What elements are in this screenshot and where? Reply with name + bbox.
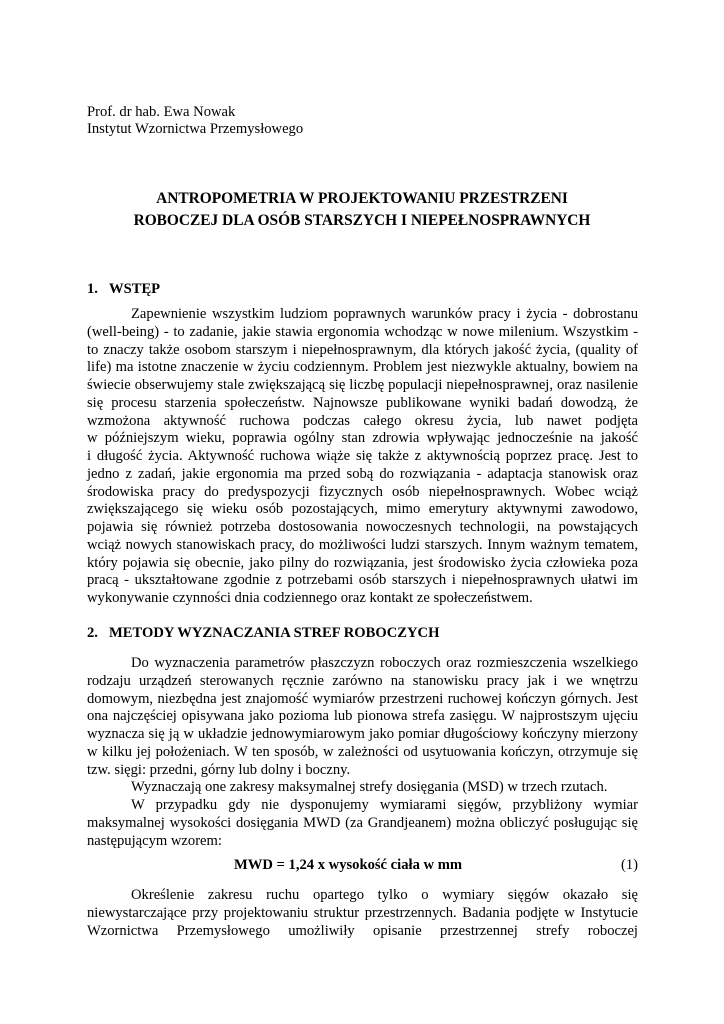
- section-2-paragraph-1: [87, 655, 638, 850]
- text-line: świecie obserwujemy stale zwiększającą się liczbę populacji niepełnosprawnej, oraz nasilenie: [87, 377, 638, 393]
- text-line: wzmożona aktywność ruchowa podczas całego okresu życia, lub nawet podjęta: [87, 412, 638, 429]
- text-line: jedno z zadań, jakie ergonomia ma przed sobą do rozwiązania - adaptacja stanowisk oraz: [87, 465, 638, 482]
- text-line: to znaczy także osobom starszym i niepełnosprawnym, dla których jakość życia, (quality of: [87, 341, 638, 358]
- text-line: maksymalnej wysokości dosięgania MWD (za Grandjeanem) można obliczyć posługując się: [87, 814, 638, 831]
- section-2-heading: [87, 625, 439, 642]
- section-1-title: WSTĘP: [109, 281, 161, 297]
- text-line: Wzornictwa Przemysłowego umożliwiły opisanie przestrzennej strefy roboczej: [87, 922, 638, 939]
- text-line: następującym wzorem:: [87, 832, 222, 849]
- formula-expression: MWD = 1,24 x wysokość ciała w mm: [234, 857, 463, 873]
- section-1-heading: [87, 281, 160, 298]
- equation-number: (1): [620, 857, 638, 873]
- section-2-number: 2.: [87, 625, 98, 641]
- section-1-number: 1.: [87, 281, 98, 297]
- paper-title-line-2: ROBOCZEJ DLA OSÓB STARSZYCH I NIEPEŁNOSPRAWNYCH: [133, 212, 591, 229]
- paper-title-line-1: ANTROPOMETRIA W PROJEKTOWANIU PRZESTRZENI: [156, 190, 568, 207]
- text-line: W przypadku gdy nie dysponujemy wymiarami sięgów, przybliżony wymiar: [131, 797, 638, 813]
- text-line: się procesu starzenia społeczeństw. Najnowsze publikowane wyniki badań dowodzą, że: [87, 394, 638, 411]
- text-line: life) ma istotne znaczenie w życiu codziennym. Problem jest niezwykle aktualny, bowiem na: [87, 359, 638, 376]
- text-line: pojawia się również potrzeba dostosowania nowoczesnych technologii, na powstających: [87, 519, 638, 535]
- text-line: niewystarczające przy projektowaniu struktur przestrzennych. Badania podjęte w Instytucie: [87, 904, 638, 921]
- text-line: środowiska pracy do predyspozycji fizycznych osób niepełnosprawnych. Wobec wciąż: [87, 483, 638, 500]
- text-line: pracą - ukształtowane zgodnie z potrzebami osób starszych i niepełnosprawnych ułatwi im: [87, 572, 638, 589]
- text-line: (well-being) - to zadanie, jakie stawia ergonomia wchodząc w nowe milenium. Wszystkim -: [87, 323, 638, 340]
- text-line: i długość życia. Aktywność ruchowa wiąże się także z aktywnością poprzez pracę. Jest to: [87, 448, 638, 464]
- section-2-title: METODY WYZNACZANIA STREF ROBOCZYCH: [109, 625, 440, 641]
- text-line: ona najczęściej opisywana jako pozioma lub pionowa strefa zasięgu. W najprostszym ujęciu: [87, 708, 638, 725]
- paper-title: [87, 188, 637, 232]
- section-2-paragraph-4: [87, 887, 638, 940]
- text-line: w późniejszym wieku, poprawia ogólny stan zdrowia wpływając jednocześnie na jakość: [87, 430, 638, 447]
- text-line: wciąż nowych stanowiskach pracy, do możliwości ludzi starszych. Innym ważnym tematem,: [87, 536, 638, 553]
- text-line: Do wyznaczenia parametrów płaszczyzn roboczych oraz rozmieszczenia wszelkiego: [131, 655, 638, 671]
- text-line: zwiększającego się wieku osób pozostających, mimo emerytury aktywnymi zawodowo,: [87, 501, 638, 518]
- author-name: Prof. dr hab. Ewa Nowak: [87, 104, 236, 120]
- text-line: w kilku jej położeniach. W ten sposób, w zależności od usytuowania kończyn, otrzymuje się: [87, 743, 638, 760]
- text-line: rodzaju urządzeń sterowanych ręcznie zarówno na stanowisku pracy jak i we wnętrzu: [87, 672, 638, 689]
- author-institution: Instytut Wzornictwa Przemysłowego: [87, 121, 304, 137]
- text-line: Wyznaczają one zakresy maksymalnej strefy dosięgania (MSD) w trzech rzutach.: [131, 779, 608, 796]
- text-line: wykonywanie czynności dnia codziennego oraz kontakt ze społeczeństwem.: [87, 590, 533, 606]
- section-1-paragraph: [87, 306, 638, 608]
- author-block: [87, 104, 303, 138]
- text-line: wyznacza się ją w układzie jednowymiarowym jako pomiar długościowy kończyny mierzony: [87, 726, 638, 742]
- text-line: tzw. sięgi: przedni, górny lub dolny i boczny.: [87, 761, 351, 778]
- text-line: Zapewnienie wszystkim ludziom poprawnych warunków pracy i życia - dobrostanu: [131, 306, 638, 322]
- text-line: który pojawia się obecnie, jako pilny do rozwiązania, jest środowisko życia człowieka poza: [87, 554, 638, 571]
- text-line: domowym, niezbędna jest znajomość wymiarów przestrzeni ruchowej kończyn górnych. Jest: [87, 690, 638, 707]
- text-line: Określenie zakresu ruchu opartego tylko o wymiary sięgów okazało się: [131, 887, 638, 903]
